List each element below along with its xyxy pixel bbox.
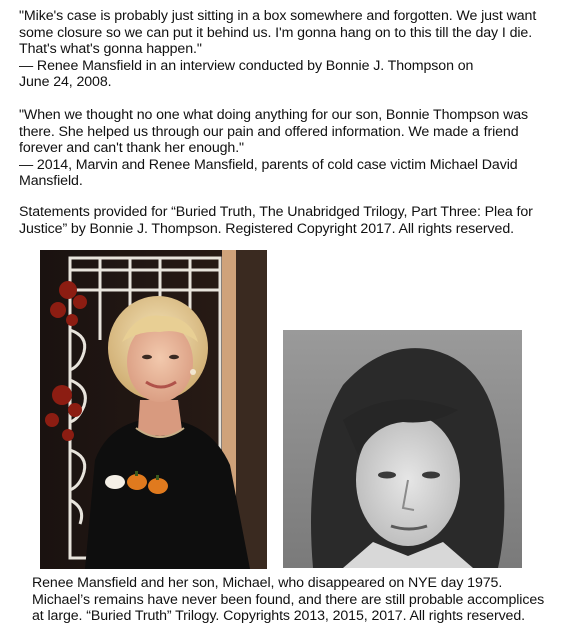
text-line: June 24, 2008. (19, 74, 112, 91)
text-line: at large. “Buried Truth” Trilogy. Copyrights 2013, 2015, 2017. All rights reserved. (32, 608, 525, 625)
text-line: — 2014, Marvin and Renee Mansfield, parents of cold case victim Michael David (19, 156, 518, 173)
text-line: "Mike's case is probably just sitting in a box somewhere and forgotten. We just want (19, 8, 537, 24)
copyright-statement (19, 204, 559, 237)
photo-michael-mansfield (283, 330, 522, 568)
text-line: — Renee Mansfield in an interview conducted by Bonnie J. Thompson on (19, 57, 474, 74)
text-line: there. She helped us through our pain and offered information. We made a friend (19, 123, 519, 140)
quote-renee-mansfield-2008 (19, 8, 559, 91)
text-line: That's what's gonna happen." (19, 41, 202, 58)
photo-caption (32, 575, 562, 625)
text-line: Renee Mansfield and her son, Michael, who disappeared on NYE day 1975. (32, 575, 503, 591)
text-line: Mansfield. (19, 173, 83, 190)
text-line: some closure so we can put it behind us. I'm gonna hang on to this till the day I die. (19, 24, 533, 41)
text-line: Justice” by Bonnie J. Thompson. Registered Copyright 2017. All rights reserved. (19, 220, 514, 237)
text-line: Statements provided for “Buried Truth, The Unabridged Trilogy, Part Three: Plea for (19, 204, 533, 220)
photo-renee-mansfield (40, 250, 267, 569)
quote-parents-2014 (19, 107, 559, 190)
text-line: "When we thought no one what doing anything for our son, Bonnie Thompson was (19, 107, 529, 123)
text-line: Michael’s remains have never been found, and there are still probable accomplices (32, 591, 545, 608)
text-line: forever and can't thank her enough." (19, 140, 244, 157)
